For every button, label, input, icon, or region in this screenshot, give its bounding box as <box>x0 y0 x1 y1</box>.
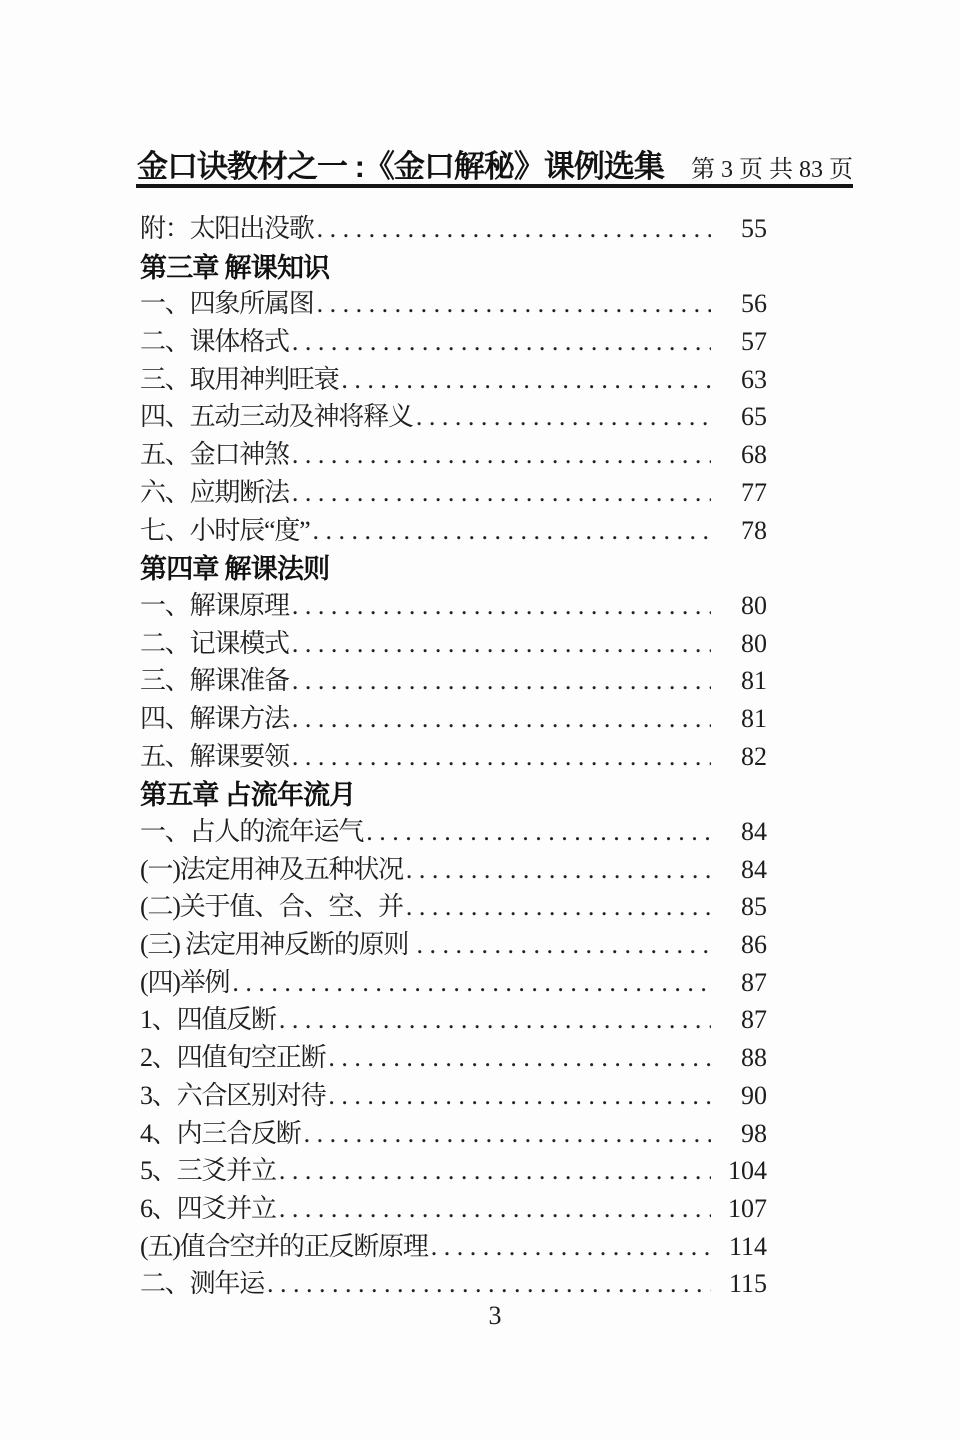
toc-page-number: 82 <box>741 741 767 771</box>
toc-page-number: 84 <box>741 817 767 846</box>
toc-leader-dots <box>317 214 711 244</box>
toc-leader-dots <box>366 817 711 847</box>
toc-entry-label: 二、课体格式 <box>140 327 289 357</box>
toc-row <box>140 962 767 1000</box>
toc-entry-label: 一、解课原理 <box>140 590 289 620</box>
toc-leader-dots <box>292 704 711 734</box>
toc-page-number: 77 <box>741 477 767 507</box>
toc-entry-label: 七、小时辰“度” <box>140 515 310 545</box>
toc-chapter-label: 第四章 解课法则 <box>140 554 330 585</box>
toc-row <box>140 1113 767 1151</box>
toc-leader-dots <box>417 930 711 960</box>
toc-row <box>140 1150 767 1188</box>
book-title: 金口诀教材之一 :《金口解秘》课例选集 <box>137 149 664 184</box>
toc-page-number: 63 <box>741 364 767 394</box>
toc-entry-label: 附：太阳出没歌 <box>140 214 314 243</box>
toc-row <box>140 698 767 736</box>
toc-page-number: 107 <box>728 1193 767 1223</box>
toc-page-number: 81 <box>741 666 767 696</box>
footer-page-number: 3 <box>488 1301 502 1330</box>
toc-row <box>140 999 767 1037</box>
toc-page-number: 65 <box>741 402 767 432</box>
toc-row <box>140 585 767 623</box>
toc-row <box>140 283 767 321</box>
toc-entry-label: (三) 法定用神反断的原则 <box>140 930 414 960</box>
toc-leader-dots <box>328 1043 711 1073</box>
toc-row <box>140 1037 767 1075</box>
toc-row <box>140 321 767 359</box>
toc-row <box>140 811 767 849</box>
toc-page-number: 78 <box>741 515 767 545</box>
toc-page-number: 85 <box>741 892 767 922</box>
toc-leader-dots <box>267 1269 711 1299</box>
toc-leader-dots <box>292 478 711 508</box>
toc-leader-dots <box>292 440 711 470</box>
toc-leader-dots <box>292 629 711 659</box>
toc-entry-label: 3、六合区别对待 <box>140 1080 326 1110</box>
toc-entry-label: 一、占人的流年运气 <box>140 817 364 846</box>
toc-entry-label: 1、四值反断 <box>140 1005 276 1035</box>
toc-leader-dots <box>279 1005 711 1035</box>
toc-leader-dots <box>406 855 711 885</box>
toc-row <box>140 1263 767 1301</box>
header-page-indicator: 第 3 页 共 83 页 <box>691 157 853 183</box>
toc-page-number: 87 <box>741 1005 767 1035</box>
toc-entry-label: 二、记课模式 <box>140 628 289 658</box>
toc-entry-label: 三、解课准备 <box>140 666 289 696</box>
toc-row <box>140 1188 767 1226</box>
toc-entry-label: 一、四象所属图 <box>140 289 314 319</box>
toc-entry-label: 五、金口神煞 <box>140 440 289 470</box>
toc-chapter-label: 第五章 占流年流月 <box>140 780 356 811</box>
toc-entry-label: 二、测年运 <box>140 1269 265 1299</box>
toc-leader-dots <box>341 365 711 395</box>
toc-row <box>140 208 767 246</box>
toc-leader-dots <box>406 892 711 922</box>
toc-chapter-row <box>140 547 767 585</box>
toc-row <box>140 359 767 397</box>
toc-row <box>140 849 767 887</box>
toc-page-number: 115 <box>728 1269 767 1299</box>
toc-leader-dots <box>292 591 711 621</box>
toc-entry-label: 三、取用神判旺衰 <box>140 364 339 394</box>
toc-page-number: 87 <box>741 967 767 997</box>
toc-row <box>140 434 767 472</box>
toc-entry-label: 5、三爻并立 <box>140 1156 276 1186</box>
toc-entry-label: 6、四爻并立 <box>140 1193 276 1223</box>
toc-page-number: 104 <box>728 1156 767 1186</box>
toc-leader-dots <box>416 402 711 432</box>
toc-leader-dots <box>232 968 711 998</box>
toc-leader-dots <box>292 327 711 357</box>
toc-page-number: 114 <box>728 1231 767 1261</box>
toc-leader-dots <box>292 742 711 772</box>
header-divider-rule <box>136 184 853 188</box>
toc-entry-label: (一)法定用神及五种状况 <box>140 854 403 884</box>
toc-page-number: 90 <box>741 1080 767 1110</box>
toc-entry-label: 四、五动三动及神将释义 <box>140 402 413 432</box>
toc-leader-dots <box>431 1232 711 1262</box>
toc-entry-label: (二)关于值、合、空、并 <box>140 892 403 922</box>
toc-entry-label: 2、四值旬空正断 <box>140 1043 326 1073</box>
toc-row <box>140 924 767 962</box>
page-header <box>137 141 853 186</box>
toc-entry-label: (五)值合空并的正反断原理 <box>140 1231 428 1261</box>
toc-entry-label: 六、应期断法 <box>140 477 289 507</box>
toc-leader-dots <box>317 289 711 319</box>
toc-page-number: 56 <box>741 289 767 319</box>
toc-page-number: 86 <box>741 930 767 960</box>
toc-chapter-row <box>140 246 767 284</box>
toc-page-number: 80 <box>741 628 767 658</box>
toc-chapter-row <box>140 773 767 811</box>
toc-leader-dots <box>279 1194 711 1224</box>
toc-leader-dots <box>312 516 711 546</box>
toc-leader-dots <box>304 1119 711 1149</box>
toc-entry-label: 四、解课方法 <box>140 703 289 733</box>
toc-page-number: 57 <box>741 327 767 357</box>
toc-row <box>140 736 767 774</box>
toc-entry-label: 4、内三合反断 <box>140 1118 301 1148</box>
toc-leader-dots <box>328 1081 711 1111</box>
toc-row <box>140 396 767 434</box>
toc-row <box>140 623 767 661</box>
toc-row <box>140 510 767 548</box>
toc-page-number: 68 <box>741 440 767 470</box>
toc-row <box>140 1075 767 1113</box>
toc-page-number: 84 <box>741 854 767 884</box>
toc-chapter-label: 第三章 解课知识 <box>140 252 330 283</box>
toc-row <box>140 660 767 698</box>
toc-page-number: 55 <box>741 214 767 243</box>
toc-entry-label: 五、解课要领 <box>140 741 289 771</box>
toc-page-number: 88 <box>741 1043 767 1073</box>
toc-row <box>140 472 767 510</box>
table-of-contents <box>140 208 767 1301</box>
toc-row <box>140 886 767 924</box>
toc-page-number: 81 <box>741 703 767 733</box>
toc-leader-dots <box>279 1156 711 1186</box>
toc-leader-dots <box>292 666 711 696</box>
toc-page-number: 80 <box>741 590 767 620</box>
toc-entry-label: (四)举例 <box>140 967 230 997</box>
toc-page-number: 98 <box>741 1118 767 1148</box>
toc-row <box>140 1226 767 1264</box>
